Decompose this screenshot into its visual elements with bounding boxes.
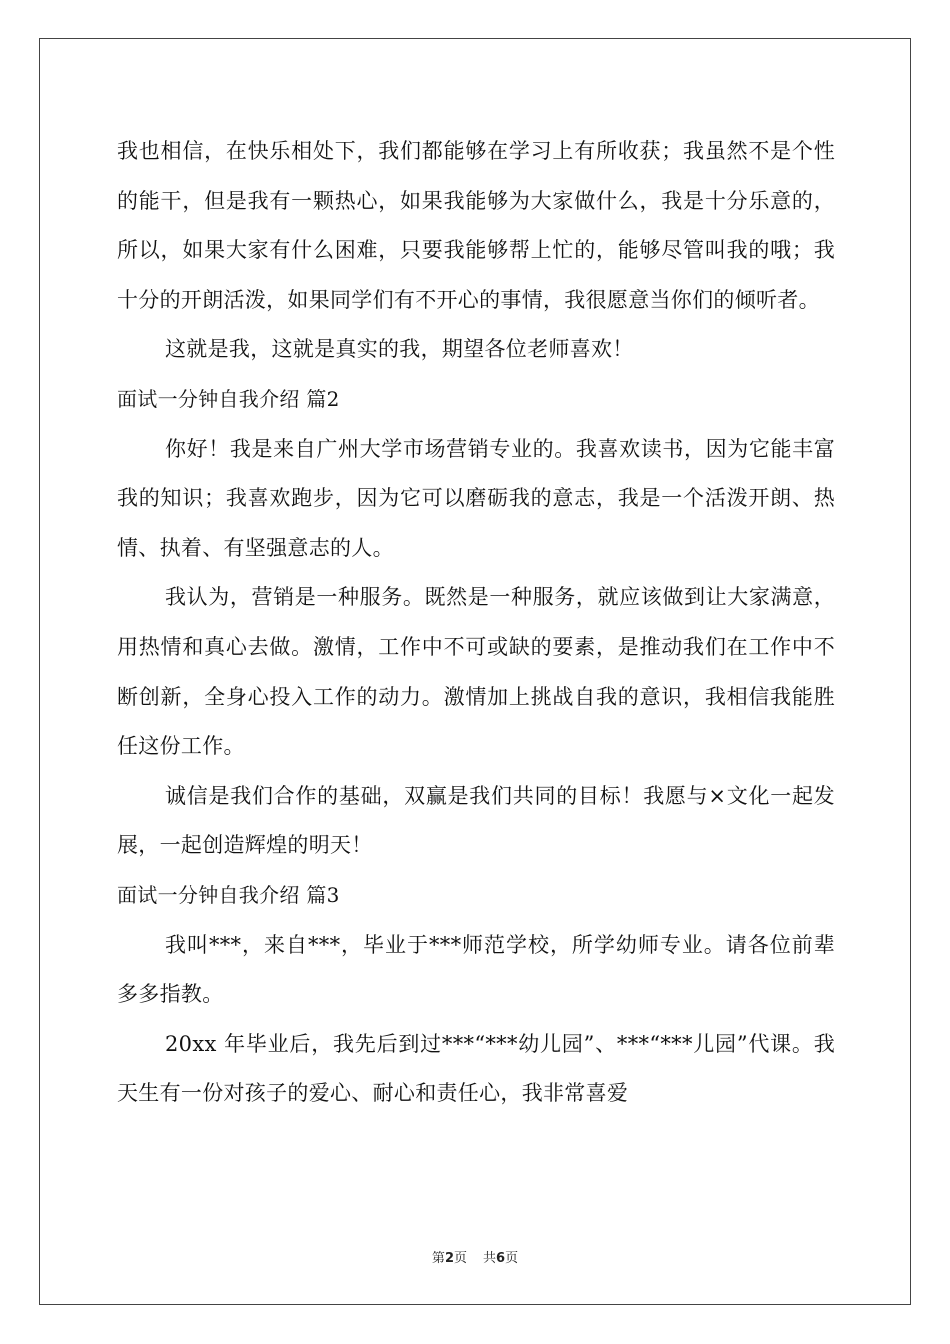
paragraph-7: 20xx 年毕业后，我先后到过***“***幼儿园”、***“***儿园”代课。我天生有一份对孩子的爱心、耐心和责任心，我非常喜爱: [117, 1031, 835, 1106]
paragraph-3: 你好！我是来自广州大学市场营销专业的。我喜欢读书，因为它能丰富我的知识；我喜欢跑步，因为它可以磨砺我的意志，我是一个活泼开朗、热情、执着、有坚强意志的人。: [117, 436, 835, 560]
page-number-label: 第2页: [431, 1251, 467, 1266]
total-pages-label: 共6页: [483, 1251, 519, 1266]
document-body: [117, 127, 835, 1119]
section-heading-3: 面试一分钟自我介绍 篇3: [117, 882, 340, 907]
paragraph-5: 诚信是我们合作的基础，双赢是我们共同的目标！我愿与×文化一起发展，一起创造辉煌的明天！: [117, 783, 835, 858]
section-heading-2: 面试一分钟自我介绍 篇2: [117, 386, 340, 411]
paragraph-2: 这就是我，这就是真实的我，期望各位老师喜欢！: [165, 337, 634, 362]
paragraph-6: 我叫***，来自***，毕业于***师范学校，所学幼师专业。请各位前辈多多指教。: [117, 932, 835, 1007]
paragraph-1: 我也相信，在快乐相处下，我们都能够在学习上有所收获；我虽然不是个性的能干，但是我有一颗热心，如果我能够为大家做什么，我是十分乐意的，所以，如果大家有什么困难，只要我能够帮上忙的，能够尽管叫我的哦；我十分的开朗活泼，如果同学们有不开心的事情，我很愿意当你们的倾听者。: [117, 139, 835, 312]
page-footer: [0, 1247, 950, 1266]
paragraph-4: 我认为，营销是一种服务。既然是一种服务，就应该做到让大家满意，用热情和真心去做。激情，工作中不可或缺的要素，是推动我们在工作中不断创新，全身心投入工作的动力。激情加上挑战自我的意识，我相信我能胜任这份工作。: [117, 585, 835, 759]
